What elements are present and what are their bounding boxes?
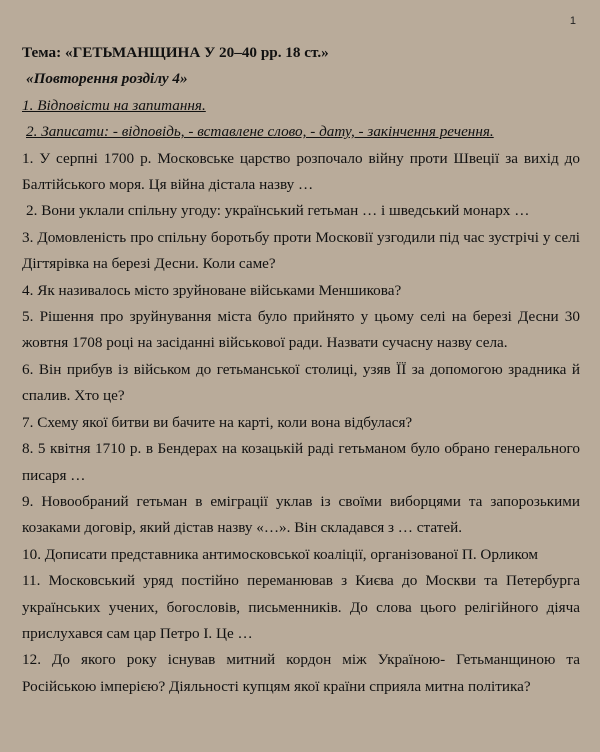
question-2: 2. Вони уклали спільну угоду: український гетьман … і шведський монарх … bbox=[26, 202, 530, 220]
question-9: 9. Новообраний гетьман в еміграції уклав із своїми виборцями та запорозькими козаками договір, який дістав назву «…». Він складався з … статей. bbox=[22, 492, 580, 537]
question-4: 4. Як називалось місто зруйноване військами Меншикова? bbox=[22, 281, 402, 299]
page-number: 1 bbox=[569, 15, 576, 27]
question-8: 8. 5 квітня 1710 р. в Бендерах на козацькій раді гетьманом було обрано генерального писаря … bbox=[22, 440, 580, 484]
question-1: 1. У серпні 1700 р. Московське царство розпочало війну проти Швеції за вихід до Балтійського моря. Ця війна дістала назву … bbox=[22, 149, 580, 194]
question-5: 5. Рішення про зруйнування міста було прийнято у цьому селі на березі Десни 30 жовтня 1708 році на засіданні військової ради. Назвати сучасну назву села. bbox=[22, 308, 580, 352]
question-10: 10. Дописати представника антимосковської коаліції, організованої П. Орликом bbox=[22, 545, 539, 563]
instruction-1: 1. Відповісти на запитання. bbox=[22, 96, 206, 114]
document-body bbox=[22, 40, 580, 700]
document-subtitle: «Повторення розділу 4» bbox=[26, 70, 188, 88]
question-3: 3. Домовленість про спільну боротьбу проти Московії узгодили під час зустрічі у селі Дігтярівка на березі Десни. Коли саме? bbox=[22, 228, 580, 273]
question-7: 7. Схему якої битви ви бачите на карті, коли вона відбулася? bbox=[22, 413, 413, 431]
document-title: Тема: «ГЕТЬМАНЩИНА У 20–40 рр. 18 ст.» bbox=[22, 44, 329, 61]
instruction-2: 2. Записати: - відповідь, - вставлене слово, - дату, - закінчення речення. bbox=[26, 123, 494, 141]
question-11: 11. Московський уряд постійно переманював з Києва до Москви та Петербурга українських учених, богословів, письменників. До слова цього релігійного діяча прислухався сам цар Петро І. Це … bbox=[22, 572, 580, 642]
question-6: 6. Він прибув із військом до гетьманської столиці, узяв ЇЇ за допомогою зрадника й спалив. Хто це? bbox=[22, 360, 580, 405]
question-12: 12. До якого року існував митний кордон між Україною- Гетьманщиною та Російською імперією? Діяльності купцям якої країни сприяла митна політика? bbox=[22, 651, 580, 695]
